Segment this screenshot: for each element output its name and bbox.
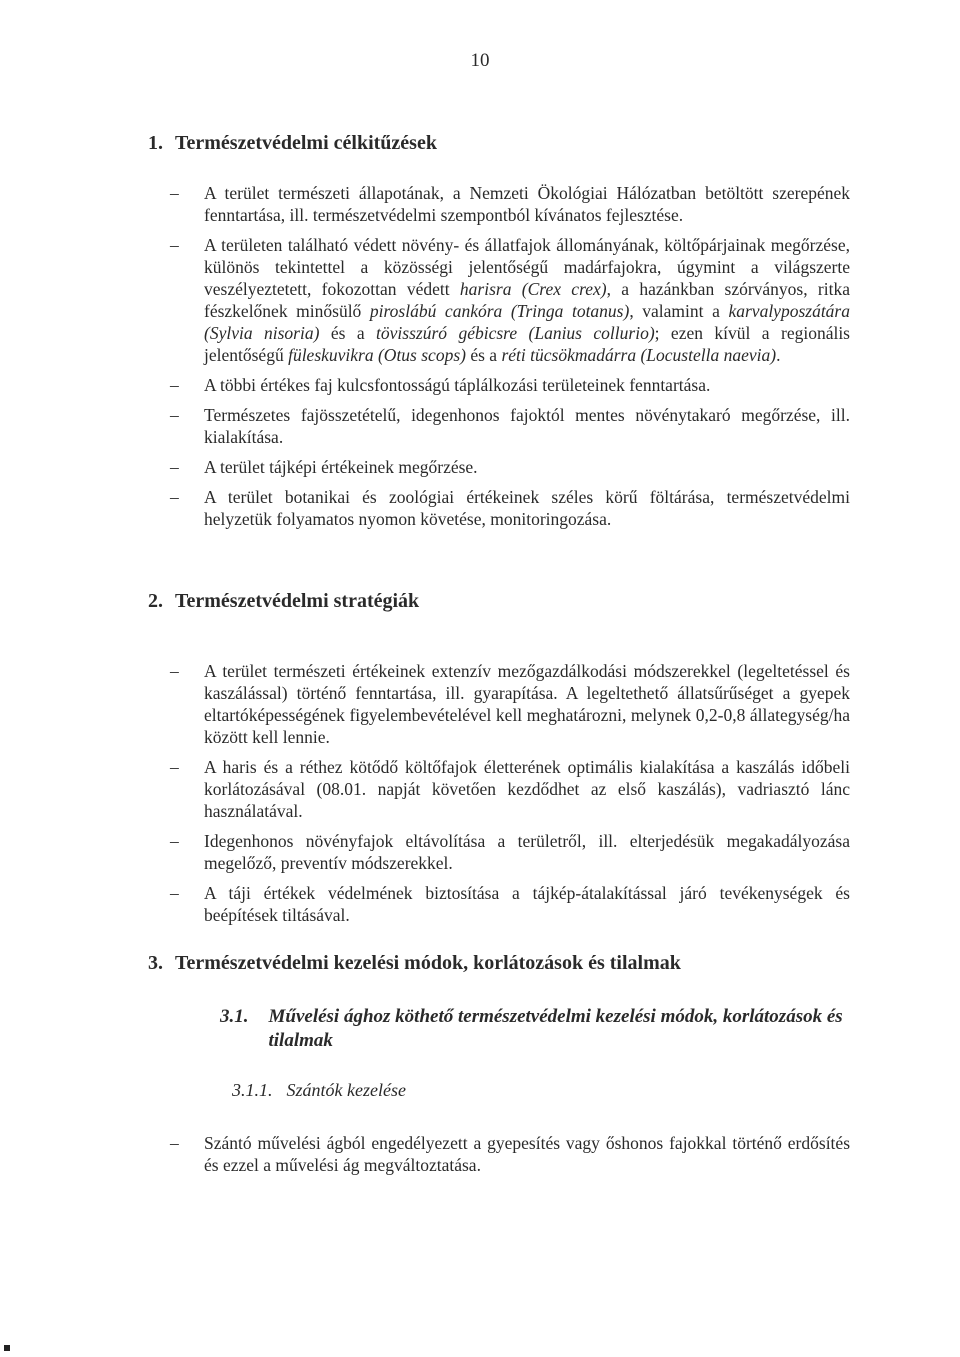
subsection-3-1-number: 3.1. <box>220 1006 249 1027</box>
item-text: , valamint a <box>629 301 729 321</box>
bullet-dash: – <box>170 757 179 777</box>
scan-mark <box>4 1345 10 1351</box>
bullet-dash: – <box>170 487 179 507</box>
species-name: tövisszúró gébicsre (Lanius collurio) <box>376 323 655 343</box>
list-item <box>170 830 850 874</box>
item-text: Szántó művelési ágból engedélyezett a gyepesítés vagy őshonos fajokkal történő erdősítés és ezzel a művelési ág megváltoztatása. <box>204 1133 850 1175</box>
section-1-title: Természetvédelmi célkitűzések <box>175 132 437 154</box>
list-item <box>170 1132 850 1176</box>
section-3-heading <box>148 952 868 975</box>
section-1-list <box>170 182 850 538</box>
section-2-number: 2. <box>148 590 163 612</box>
subsection-3-1-1-heading <box>232 1080 406 1101</box>
list-item <box>170 486 850 530</box>
list-item <box>170 756 850 822</box>
bullet-dash: – <box>170 883 179 903</box>
list-item <box>170 182 850 226</box>
section-1-heading <box>148 132 868 155</box>
item-text: A területen található védett növény- és állatfajok állományának, költőpárjainak megőrzése, különös tekintettel a közösségi jelentőségű madárfajokra, úgymint a világszerte veszélyeztetett, fokozottan védett <box>204 235 850 299</box>
species-name: füleskuvikra (Otus scops) <box>288 345 466 365</box>
item-text: , a hazánkban szórványos, ritka fészkelőnek minősülő <box>204 279 851 321</box>
list-item <box>170 374 850 396</box>
species-name: harisra (Crex crex) <box>459 279 607 299</box>
subsection-3-1-1-number: 3.1.1. <box>232 1080 273 1100</box>
item-text: Idegenhonos növényfajok eltávolítása a területről, ill. elterjedésük megakadályozása megelőző, preventív módszerekkel. <box>204 831 850 873</box>
species-name: karvalyposzátára (Sylvia nisoria) <box>204 301 850 343</box>
subsection-3-1-1-title: Szántók kezelése <box>286 1080 406 1100</box>
section-3-number: 3. <box>148 952 163 974</box>
section-2-list <box>170 660 850 934</box>
section-2-heading <box>148 590 868 613</box>
item-text: A haris és a réthez kötődő költőfajok életterének optimális kialakítása a kaszálás időbeli korlátozásával (08.01. napját követően kezdődhet az első kaszálás), vadriasztó lánc használatával. <box>204 757 850 821</box>
item-text: A táji értékek védelmének biztosítása a tájkép-átalakítással járó tevékenységek és beépítések tiltásával. <box>204 883 850 925</box>
item-text: A többi értékes faj kulcsfontosságú táplálkozási területeinek fenntartása. <box>204 375 711 395</box>
item-text: A terület természeti állapotának, a Nemzeti Ökológiai Hálózatban betöltött szerepének fenntartása, ill. természetvédelmi szempontból kívánatos fejlesztése. <box>204 183 850 225</box>
item-text: A terület botanikai és zoológiai értékeinek széles körű föltárása, természetvédelmi helyzetük folyamatos nyomon követése, monitoringozása. <box>204 487 850 529</box>
section-3-list <box>170 1132 850 1184</box>
item-text: A terület természeti értékeinek extenzív mezőgazdálkodási módszerekkel (legeltetéssel és kaszálással) történő fenntartása, ill. gyarapítása. A legeltethető állatsűrűséget a gyepek eltartóképességének figyelembevételével kell meghatározni, melynek 0,2-0,8 állategység/ha között kell lennie. <box>204 661 850 747</box>
list-item <box>170 882 850 926</box>
section-2-title: Természetvédelmi stratégiák <box>175 590 420 612</box>
species-name: piroslábú cankóra (Tringa totanus) <box>369 301 630 321</box>
page-number: 10 <box>470 50 490 71</box>
item-text: A terület tájképi értékeinek megőrzése. <box>204 457 478 477</box>
section-1-number: 1. <box>148 132 163 154</box>
item-text: Természetes fajösszetételű, idegenhonos fajoktól mentes növénytakaró megőrzése, ill. kialakítása. <box>204 405 850 447</box>
item-text: és a <box>465 345 502 365</box>
list-item <box>170 660 850 748</box>
section-3-title: Természetvédelmi kezelési módok, korlátozások és tilalmak <box>175 952 681 974</box>
bullet-dash: – <box>170 375 179 395</box>
list-item <box>170 404 850 448</box>
item-text: . <box>776 345 781 365</box>
species-name: réti tücsökmadárra (Locustella naevia) <box>501 345 777 365</box>
subsection-3-1-heading <box>220 1005 860 1053</box>
bullet-dash: – <box>170 1133 179 1153</box>
bullet-dash: – <box>170 457 179 477</box>
bullet-dash: – <box>170 831 179 851</box>
bullet-dash: – <box>170 405 179 425</box>
item-text: és a <box>319 323 377 343</box>
subsection-3-1-title: Művelési ághoz köthető természetvédelmi kezelési módok, korlátozások és tilalmak <box>268 1006 843 1051</box>
list-item <box>170 456 850 478</box>
bullet-dash: – <box>170 235 179 255</box>
list-item <box>170 234 850 366</box>
bullet-dash: – <box>170 183 179 203</box>
item-text: ; ezen kívül a regionális jelentőségű <box>204 323 850 365</box>
bullet-dash: – <box>170 661 179 681</box>
